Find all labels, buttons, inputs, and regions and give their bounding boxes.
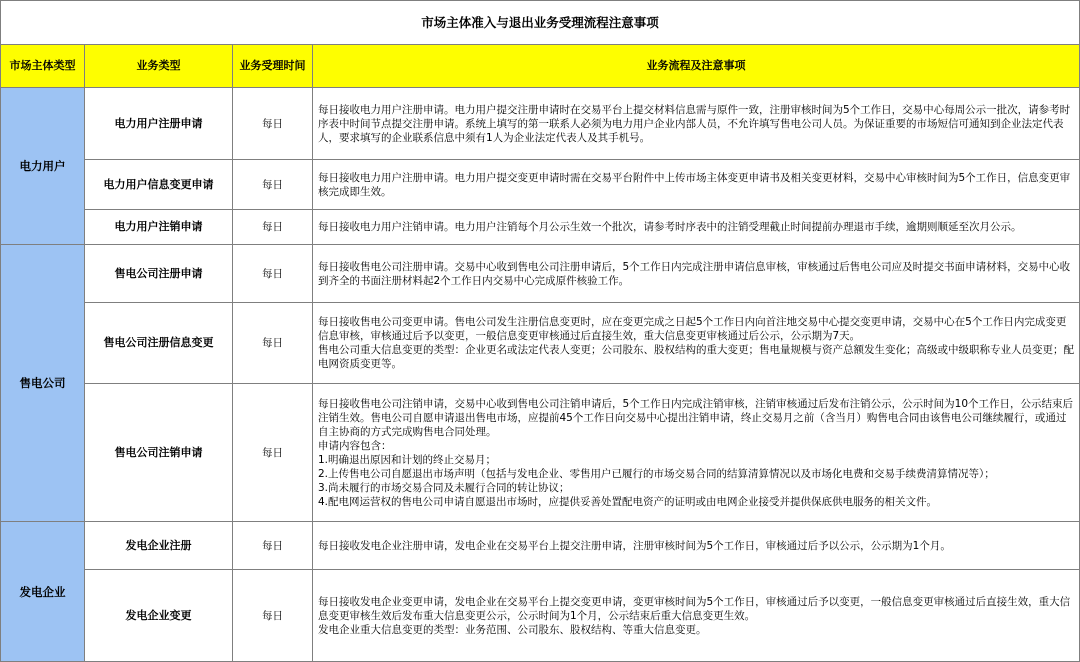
table-row bbox=[1, 210, 1080, 245]
acceptance-time-cell: 每日 bbox=[233, 210, 313, 245]
notes-cell bbox=[313, 522, 1080, 570]
header-time: 业务受理时间 bbox=[233, 45, 313, 88]
acceptance-time-cell: 每日 bbox=[233, 303, 313, 384]
table-row bbox=[1, 570, 1080, 662]
business-type-cell: 电力用户信息变更申请 bbox=[85, 160, 233, 210]
business-type-cell: 发电企业注册 bbox=[85, 522, 233, 570]
notes-line: 每日接收售电公司注销申请，交易中心收到售电公司注销申请后，5个工作日内完成注销审核，注销审核通过后发布注销公示，公示时间为10个工作日，公示结束后注销生效。售电公司自愿申请退出售电市场，应提前45个工作日向交易中心提出注销申请，终止交易月之前（含当月）购售电合同由该售电公司继续履行，或通过自主协商的方式完成购售电合同处理。 bbox=[318, 397, 1074, 438]
business-type-cell: 售电公司注册申请 bbox=[85, 245, 233, 303]
notes-cell bbox=[313, 88, 1080, 160]
business-type-cell: 发电企业变更 bbox=[85, 570, 233, 662]
acceptance-time-cell: 每日 bbox=[233, 384, 313, 522]
notes-line: 每日接收电力用户注册申请。电力用户提交注册申请时在交易平台上提交材料信息需与原件一致，注册审核时间为5个工作日，交易中心每周公示一批次，请参考时序表中时间节点提交注册申请。系统上填写的第一联系人必须为电力用户企业内部人员，不允许填写售电公司人员。为保证重要的市场短信可通知到企业法定代表人，要求填写的企业联系信息中须有1人为企业法定代表人及其手机号。 bbox=[318, 103, 1071, 144]
notes-cell bbox=[313, 160, 1080, 210]
entity-cell-power-user: 电力用户 bbox=[1, 88, 85, 245]
acceptance-time-cell: 每日 bbox=[233, 245, 313, 303]
table-row bbox=[1, 303, 1080, 384]
notes-cell bbox=[313, 210, 1080, 245]
notes-line: 每日接收电力用户注册申请。电力用户提交变更申请时需在交易平台附件中上传市场主体变更申请书及相关变更材料，交易中心审核时间为5个工作日，信息变更审核完成即生效。 bbox=[318, 171, 1071, 198]
acceptance-time-cell: 每日 bbox=[233, 160, 313, 210]
notes-line: 售电公司重大信息变更的类型：企业更名或法定代表人变更；公司股东、股权结构的重大变更；售电量规模与资产总额发生变化；高级或中级职称专业人员变更；配电网资质变更等。 bbox=[318, 344, 1074, 370]
header-business: 业务类型 bbox=[85, 45, 233, 88]
entity-cell-retail-company: 售电公司 bbox=[1, 245, 85, 522]
notes-cell bbox=[313, 384, 1080, 522]
header-notes: 业务流程及注意事项 bbox=[313, 45, 1080, 88]
notes-line: 4.配电网运营权的售电公司申请自愿退出市场时，应提供妥善处置配电资产的证明或由电网企业接受并提供保底供电服务的相关文件。 bbox=[318, 495, 938, 508]
notes-line: 申请内容包含： bbox=[318, 439, 392, 452]
notes-line: 每日接收发电企业注册申请，发电企业在交易平台上提交注册申请，注册审核时间为5个工作日，审核通过后予以公示，公示期为1个月。 bbox=[318, 539, 951, 552]
notes-line: 每日接收电力用户注销申请。电力用户注销每个月公示生效一个批次，请参考时序表中的注销受理截止时间提前办理退市手续，逾期则顺延至次月公示。 bbox=[318, 221, 1022, 233]
title-row bbox=[1, 1, 1080, 45]
notes-cell bbox=[313, 245, 1080, 303]
acceptance-time-cell: 每日 bbox=[233, 570, 313, 662]
notes-line: 每日接收售电公司注册申请。交易中心收到售电公司注册申请后，5个工作日内完成注册申请信息审核，审核通过后售电公司应及时提交书面申请材料，交易中心收到齐全的书面注册材料起2个工作日内交易中心完成原件核验工作。 bbox=[318, 260, 1071, 287]
header-entity: 市场主体类型 bbox=[1, 45, 85, 88]
business-type-cell: 售电公司注销申请 bbox=[85, 384, 233, 522]
notes-line: 2.上传售电公司自愿退出市场声明（包括与发电企业、零售用户已履行的市场交易合同的结算清算情况以及市场化电费和交易手续费清算情况等）； bbox=[318, 467, 995, 480]
business-type-cell: 电力用户注册申请 bbox=[85, 88, 233, 160]
table-title: 市场主体准入与退出业务受理流程注意事项 bbox=[1, 1, 1080, 45]
notes-line: 每日接收发电企业变更申请，发电企业在交易平台上提交变更申请，变更审核时间为5个工作日，审核通过后予以变更，一般信息变更审核通过后直接生效，重大信息变更审核生效后发布重大信息变更公示，公示时间为1个月，公示结束后重大信息变更生效。 bbox=[318, 595, 1071, 622]
entity-cell-generation-company: 发电企业 bbox=[1, 522, 85, 662]
notes-line: 1.明确退出原因和计划的终止交易月； bbox=[318, 453, 497, 466]
acceptance-time-cell: 每日 bbox=[233, 522, 313, 570]
table-row bbox=[1, 88, 1080, 160]
notes-line: 3.尚未履行的市场交易合同及未履行合同的转让协议； bbox=[318, 481, 570, 494]
header-row bbox=[1, 45, 1080, 88]
business-type-cell: 售电公司注册信息变更 bbox=[85, 303, 233, 384]
notes-line: 发电企业重大信息变更的类型：业务范围、公司股东、股权结构、等重大信息变更。 bbox=[318, 623, 707, 636]
notes-line: 每日接收售电公司变更申请。售电公司发生注册信息变更时，应在变更完成之日起5个工作日内向首注地交易中心提交变更申请，交易中心在5个工作日内完成变更信息审核，审核通过后予以变更，一般信息变更审核通过后直接生效，重大信息变更审核通过后公示，公示期为7天。 bbox=[318, 316, 1067, 342]
table-row bbox=[1, 245, 1080, 303]
business-type-cell: 电力用户注销申请 bbox=[85, 210, 233, 245]
notes-cell bbox=[313, 303, 1080, 384]
table-row bbox=[1, 160, 1080, 210]
table-row bbox=[1, 384, 1080, 522]
notes-cell bbox=[313, 570, 1080, 662]
acceptance-time-cell: 每日 bbox=[233, 88, 313, 160]
table-row bbox=[1, 522, 1080, 570]
